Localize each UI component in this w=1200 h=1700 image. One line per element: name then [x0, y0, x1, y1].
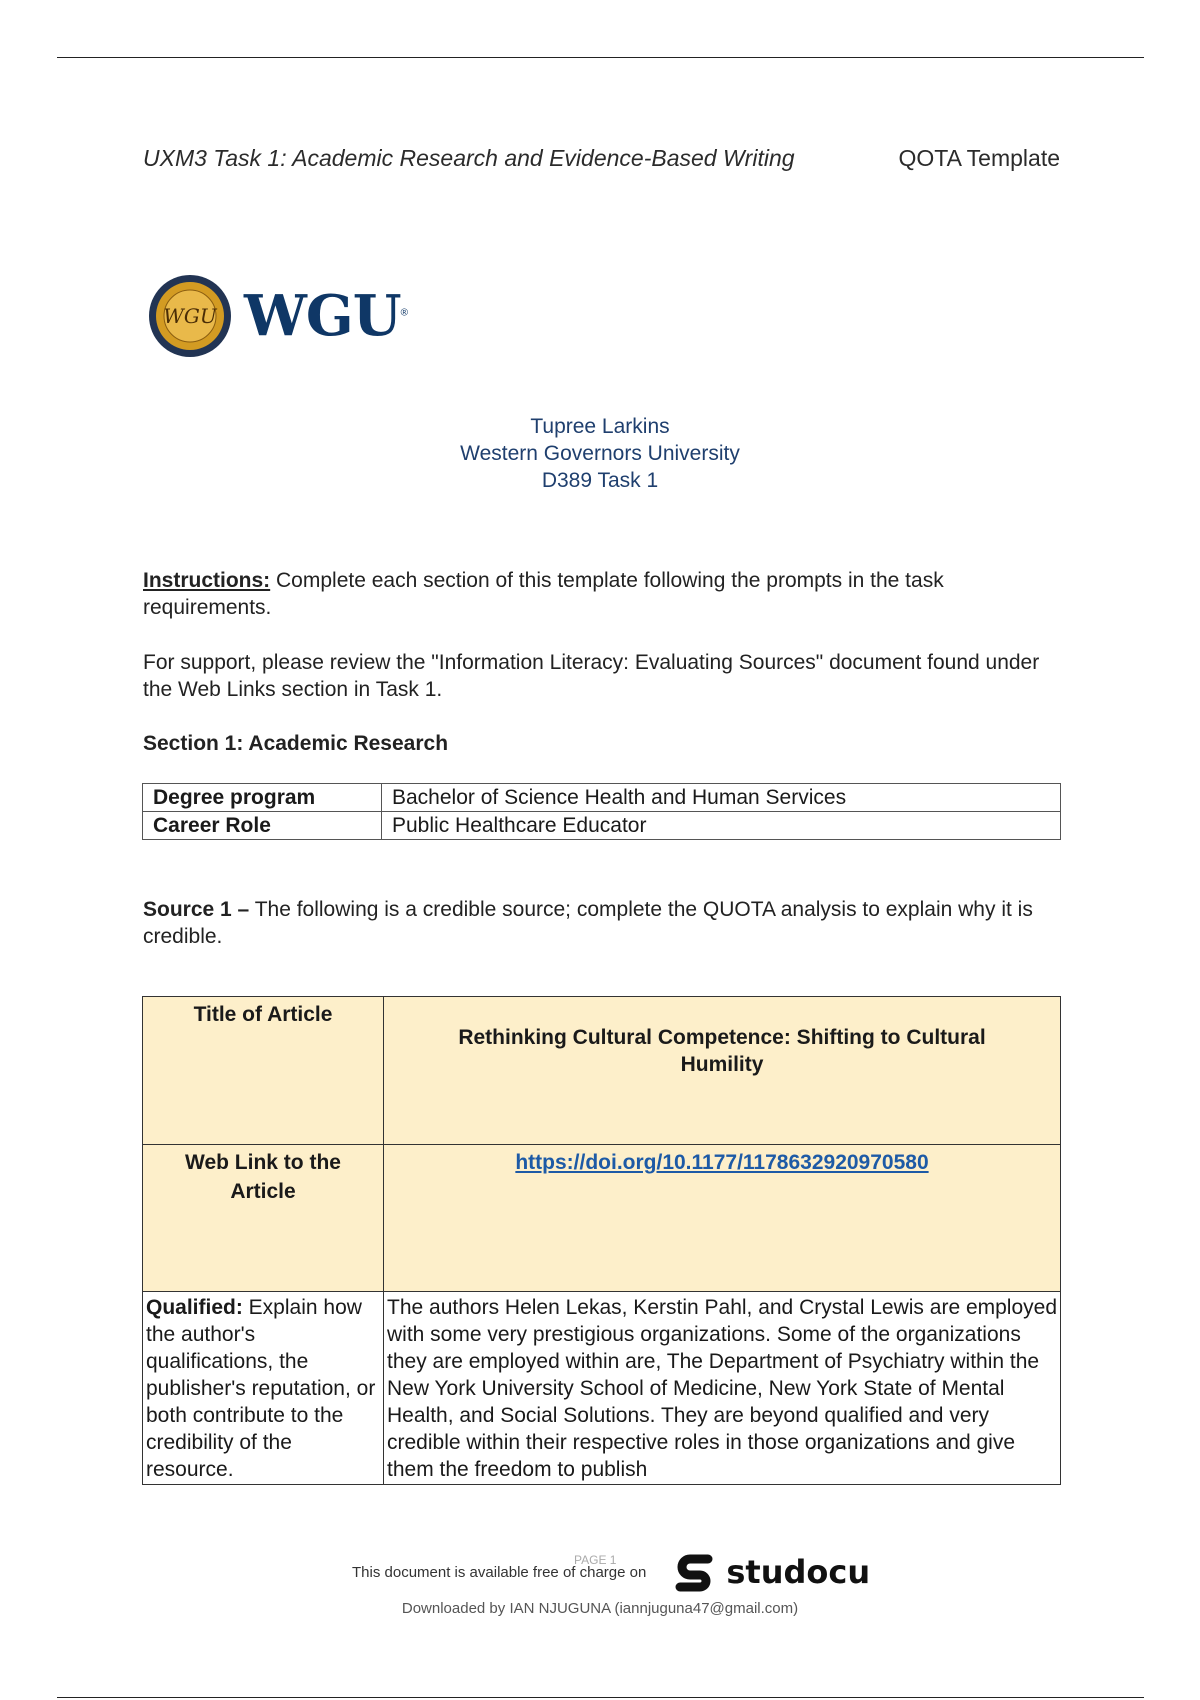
svg-text:WGU: WGU [163, 304, 217, 328]
source1-paragraph [143, 896, 1063, 950]
degree-table [142, 783, 1061, 840]
author-task: D389 Task 1 [541, 469, 659, 492]
career-role-value: Public Healthcare Educator [382, 812, 1061, 840]
article-title: Rethinking Cultural Competence: Shifting to Cultural Humility [458, 1026, 986, 1076]
bottom-rule [57, 1697, 1144, 1698]
instructions-paragraph [143, 567, 1063, 621]
career-role-label: Career Role [143, 812, 382, 840]
studocu-logo-icon [672, 1549, 718, 1595]
table-row [143, 812, 1061, 840]
source1-label: Source 1 – [143, 898, 250, 921]
wgu-logo [148, 274, 407, 358]
degree-program-label: Degree program [143, 784, 382, 812]
author-block [0, 413, 1200, 494]
wgu-wordmark: WGU® [244, 283, 407, 349]
instructions-text: Complete each section of this template following the prompts in the task requirements. [143, 569, 944, 619]
qualified-row [143, 1292, 1061, 1485]
author-name: Tupree Larkins [530, 415, 670, 438]
title-label: Title of Article [193, 1003, 333, 1026]
title-row [143, 997, 1061, 1145]
studocu-footer [352, 1549, 870, 1595]
link-label-cell [143, 1145, 384, 1292]
quota-table [142, 996, 1061, 1485]
studocu-wordmark: studocu [726, 1553, 871, 1591]
page-number: PAGE 1 [574, 1553, 617, 1567]
qualified-label-cell [143, 1292, 384, 1485]
studocu-brand[interactable] [672, 1549, 870, 1595]
template-header: QOTA Template [898, 145, 1060, 171]
title-label-cell [143, 997, 384, 1145]
qualified-prompt: Explain how the author's qualifications, the publisher's reputation, or both contribute to the credibility of the resource. [146, 1296, 376, 1481]
degree-program-value: Bachelor of Science Health and Human Services [382, 784, 1061, 812]
wgu-seal-icon [148, 274, 232, 358]
section1-title: Section 1: Academic Research [143, 732, 449, 755]
source1-text: The following is a credible source; complete the QUOTA analysis to explain why it is credible. [143, 898, 1033, 948]
author-school: Western Governors University [460, 442, 740, 465]
instructions-label: Instructions: [143, 569, 271, 592]
top-rule [57, 57, 1144, 58]
link-row [143, 1145, 1061, 1292]
qualified-answer-cell [384, 1292, 1061, 1485]
course-header: UXM3 Task 1: Academic Research and Evidence-Based Writing [143, 145, 795, 171]
availability-text: This document is available free of charge on [352, 1563, 647, 1581]
article-link[interactable]: https://doi.org/10.1177/1178632920970580 [515, 1151, 929, 1174]
link-label: Web Link to the Article [185, 1151, 341, 1203]
qualified-prompt-block [144, 1293, 382, 1483]
qualified-label: Qualified: [146, 1296, 243, 1319]
link-value-cell [384, 1145, 1061, 1292]
downloaded-by-text: Downloaded by IAN NJUGUNA (iannjuguna47@gmail.com) [401, 1600, 799, 1617]
table-row [143, 784, 1061, 812]
support-paragraph: For support, please review the "Information Literacy: Evaluating Sources" document found under the Web Links section in Task 1. [143, 651, 1040, 701]
qualified-answer: The authors Helen Lekas, Kerstin Pahl, and Crystal Lewis are employed with some very prestigious organizations. Some of the organizations they are employed within are, The Department of Psychiatry within the New York University School of Medicine, New York State of Mental Health, and Social Solutions. They are beyond qualified and very credible within their respective roles in those organizations and give them the freedom to publish [387, 1296, 1058, 1481]
title-value-cell [384, 997, 1061, 1145]
